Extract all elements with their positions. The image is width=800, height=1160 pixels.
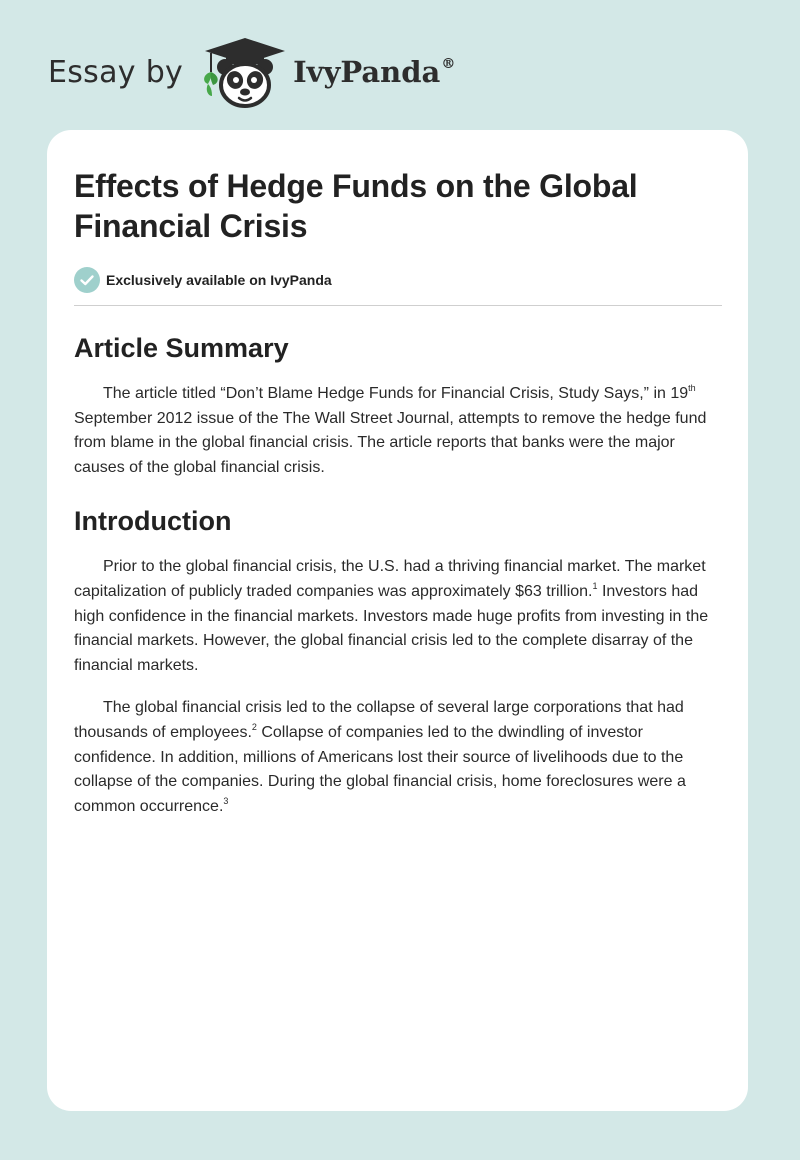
section-article-summary [74,330,722,480]
section-heading: Introduction [74,506,232,537]
article-title: Effects of Hedge Funds on the Global Financial Crisis [74,168,638,244]
exclusive-badge [74,267,722,293]
footnote-ref[interactable]: 2 [251,721,257,732]
panda-graduate-icon [199,34,291,110]
article-card [47,130,748,1111]
section-introduction [74,503,722,819]
section-heading: Article Summary [74,333,289,363]
paragraph: The article titled “Don’t Blame Hedge Funds for Financial Crisis, Study Says,” in 19th September 2012 issue of the The Wall Street Journal, attempts to remove the hedge fund from blame in the global financial crisis. The article reports that banks were the major causes of the global financial crisis. [74,383,707,476]
site-header[interactable] [48,34,455,110]
footnote-ref[interactable]: 3 [223,795,229,806]
title-divider [74,305,722,306]
badge-text: Exclusively available on IvyPanda [106,272,332,288]
brand-prefix: Essay by [48,54,184,90]
paragraph: Prior to the global financial crisis, the U.S. had a thriving financial market. The market capitalization of publicly traded companies was approximately $63 trillion.$^1$ Investors had high confidence in the financial markets. Investors made huge profits from investing in the financial markets. However, the global financial crisis led to the complete disarray of the financial markets. [74,558,709,674]
paragraph: The global financial crisis led to the collapse of several large corporations that had thousands of employees.$^2$ Collapse of companies led to the dwindling of investor confidence. In addition, millions of Americans lost their source of livelihoods due to the collapse of the companies. During the global financial crisis, home foreclosures were a common occurrence.$^3$ [74,699,686,815]
ordinal-suffix: th [688,383,696,393]
brand-name: IvyPanda® [293,55,456,89]
check-circle-icon [74,267,100,293]
registered-mark: ® [441,56,456,72]
footnote-ref[interactable]: 1 [592,580,598,591]
